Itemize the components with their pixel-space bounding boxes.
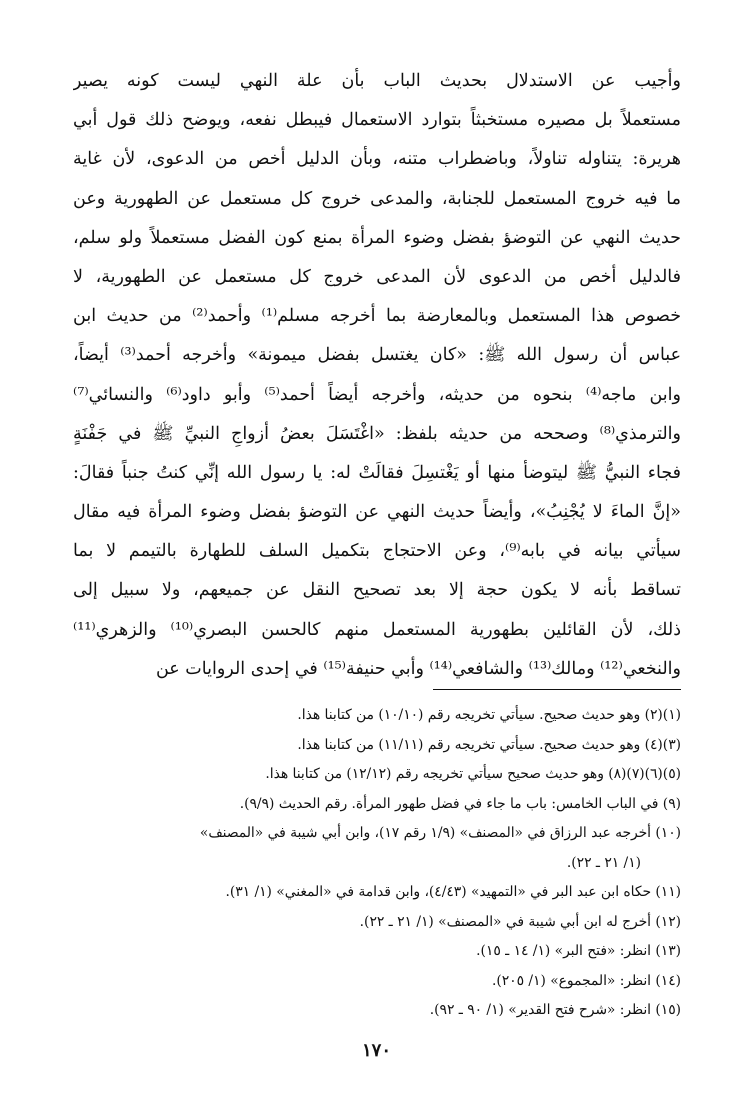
footnote-continuation: (١/ ٢١ ـ ٢٢). bbox=[566, 854, 641, 871]
footnote: (٩) في الباب الخامس: باب ما جاء في فضل طهور المرأة. رقم الحديث (٩/٩). bbox=[239, 795, 681, 812]
text-line: خصوص هذا المستعمل وبالمعارضة بما أخرجه مسلم⁽¹⁾ وأحمد⁽²⁾ من حديث ابن bbox=[73, 306, 681, 327]
text-line: مستعملاً بل مصيره مستخبثاً بتوارد الاستعمال فيبطل نفعه، ويوضح ذلك قول أبي bbox=[73, 110, 681, 131]
footnote: (١)(٢) وهو حديث صحيح. سيأتي تخريجه رقم (١٠/١٠) من كتابنا هذا. bbox=[297, 707, 681, 723]
footnote: (٥)(٦)(٧)(٨) وهو حديث صحيح سيأتي تخريجه رقم (١٢/١٢) من كتابنا هذا. bbox=[265, 766, 681, 782]
footnote: (١٥) انظر: «شرح فتح القدير» (١/ ٩٠ ـ ٩٢). bbox=[429, 1002, 681, 1018]
footnote: (١١) حكاه ابن عبد البر في «التمهيد» (٤/٤٣)، وابن قدامة في «المغني» (١/ ٣١). bbox=[225, 884, 681, 900]
text-line: عباس أن رسول الله ﷺ: «كان يغتسل بفضل ميمونة» وأخرجه أحمد⁽³⁾ أيضاً، bbox=[73, 345, 681, 366]
text-line: «إنَّ الماءَ لا يُجْنِبُ»، وأيضاً حديث النهي عن التوضؤ بفضل وضوء المرأة فيه مقال bbox=[73, 502, 681, 523]
text-line: وأجيب عن الاستدلال بحديث الباب بأن علة النهي ليست كونه يصير bbox=[73, 71, 681, 91]
text-line: والنخعي⁽¹²⁾ ومالك⁽¹³⁾ والشافعي⁽¹⁴⁾ وأبي حنيفة⁽¹⁵⁾ في إحدى الروايات عن bbox=[155, 658, 681, 679]
page-number: ١٧٠ bbox=[361, 1040, 391, 1061]
footnote: (١٠) أخرجه عبد الرزاق في «المصنف» (١/٩ رقم ١٧)، وابن أبي شيبة في «المصنف» bbox=[199, 825, 681, 841]
text-line: وابن ماجه⁽⁴⁾ بنحوه من حديثه، وأخرجه أيضاً أحمد⁽⁵⁾ وأبو داود⁽⁶⁾ والنسائي⁽⁷⁾ bbox=[73, 384, 681, 405]
text-line: والترمذي⁽⁸⁾ وصححه من حديثه بلفظ: «اغْتَسَلَ بعضُ أزواجِ النبيِّ ﷺ في جَفْنَةٍ bbox=[73, 423, 681, 444]
footnote: (١٤) انظر: «المجموع» (١/ ٢٠٥). bbox=[491, 972, 681, 989]
text-line: فالدليل أخص من الدعوى لأن المدعى خروج كل مستعمل عن الطهورية، لا bbox=[73, 266, 681, 287]
text-line: هريرة: يتناوله تناولاً، وباضطراب متنه، وبأن الدليل أخص من الدعوى، لأن غاية bbox=[73, 149, 681, 170]
text-line: فجاء النبيُّ ﷺ ليتوضأ منها أو يَغْتسِلَ فقالَتْ له: يا رسول الله إنِّي كنتُ جنباً فقالَ: bbox=[73, 462, 681, 483]
text-line: ذلك، لأن القائلين بطهورية المستعمل منهم كالحسن البصري⁽¹⁰⁾ والزهري⁽¹¹⁾ bbox=[73, 619, 681, 640]
footnote: (١٣) انظر: «فتح البر» (١/ ١٤ ـ ١٥). bbox=[476, 943, 681, 959]
main-text bbox=[73, 62, 681, 689]
footnote: (٣)(٤) وهو حديث صحيح. سيأتي تخريجه رقم (١١/١١) من كتابنا هذا. bbox=[297, 736, 681, 753]
footnotes bbox=[73, 701, 681, 1026]
text-line: حديث النهي عن التوضؤ بفضل وضوء المرأة بمنع كون الفضل مستعملاً ولو سلم، bbox=[73, 227, 681, 248]
footnote: (١٢) أخرج له ابن أبي شيبة في «المصنف» (١/ ٢١ ـ ٢٢). bbox=[359, 913, 681, 930]
text-line: ما فيه خروج المستعمل للجنابة، والمدعى خروج كل مستعمل عن الطهورية وعن bbox=[73, 188, 681, 209]
text-line: سيأتي بيانه في بابه⁽⁹⁾، وعن الاحتجاج بتكميل السلف للطهارة بالتيمم لا بما bbox=[73, 541, 681, 562]
footnote-separator bbox=[433, 689, 681, 690]
text-line: تساقط بأنه لا يكون حجة إلا بعد تصحيح النقل عن جميعهم، ولا سبيل إلى bbox=[73, 580, 681, 601]
